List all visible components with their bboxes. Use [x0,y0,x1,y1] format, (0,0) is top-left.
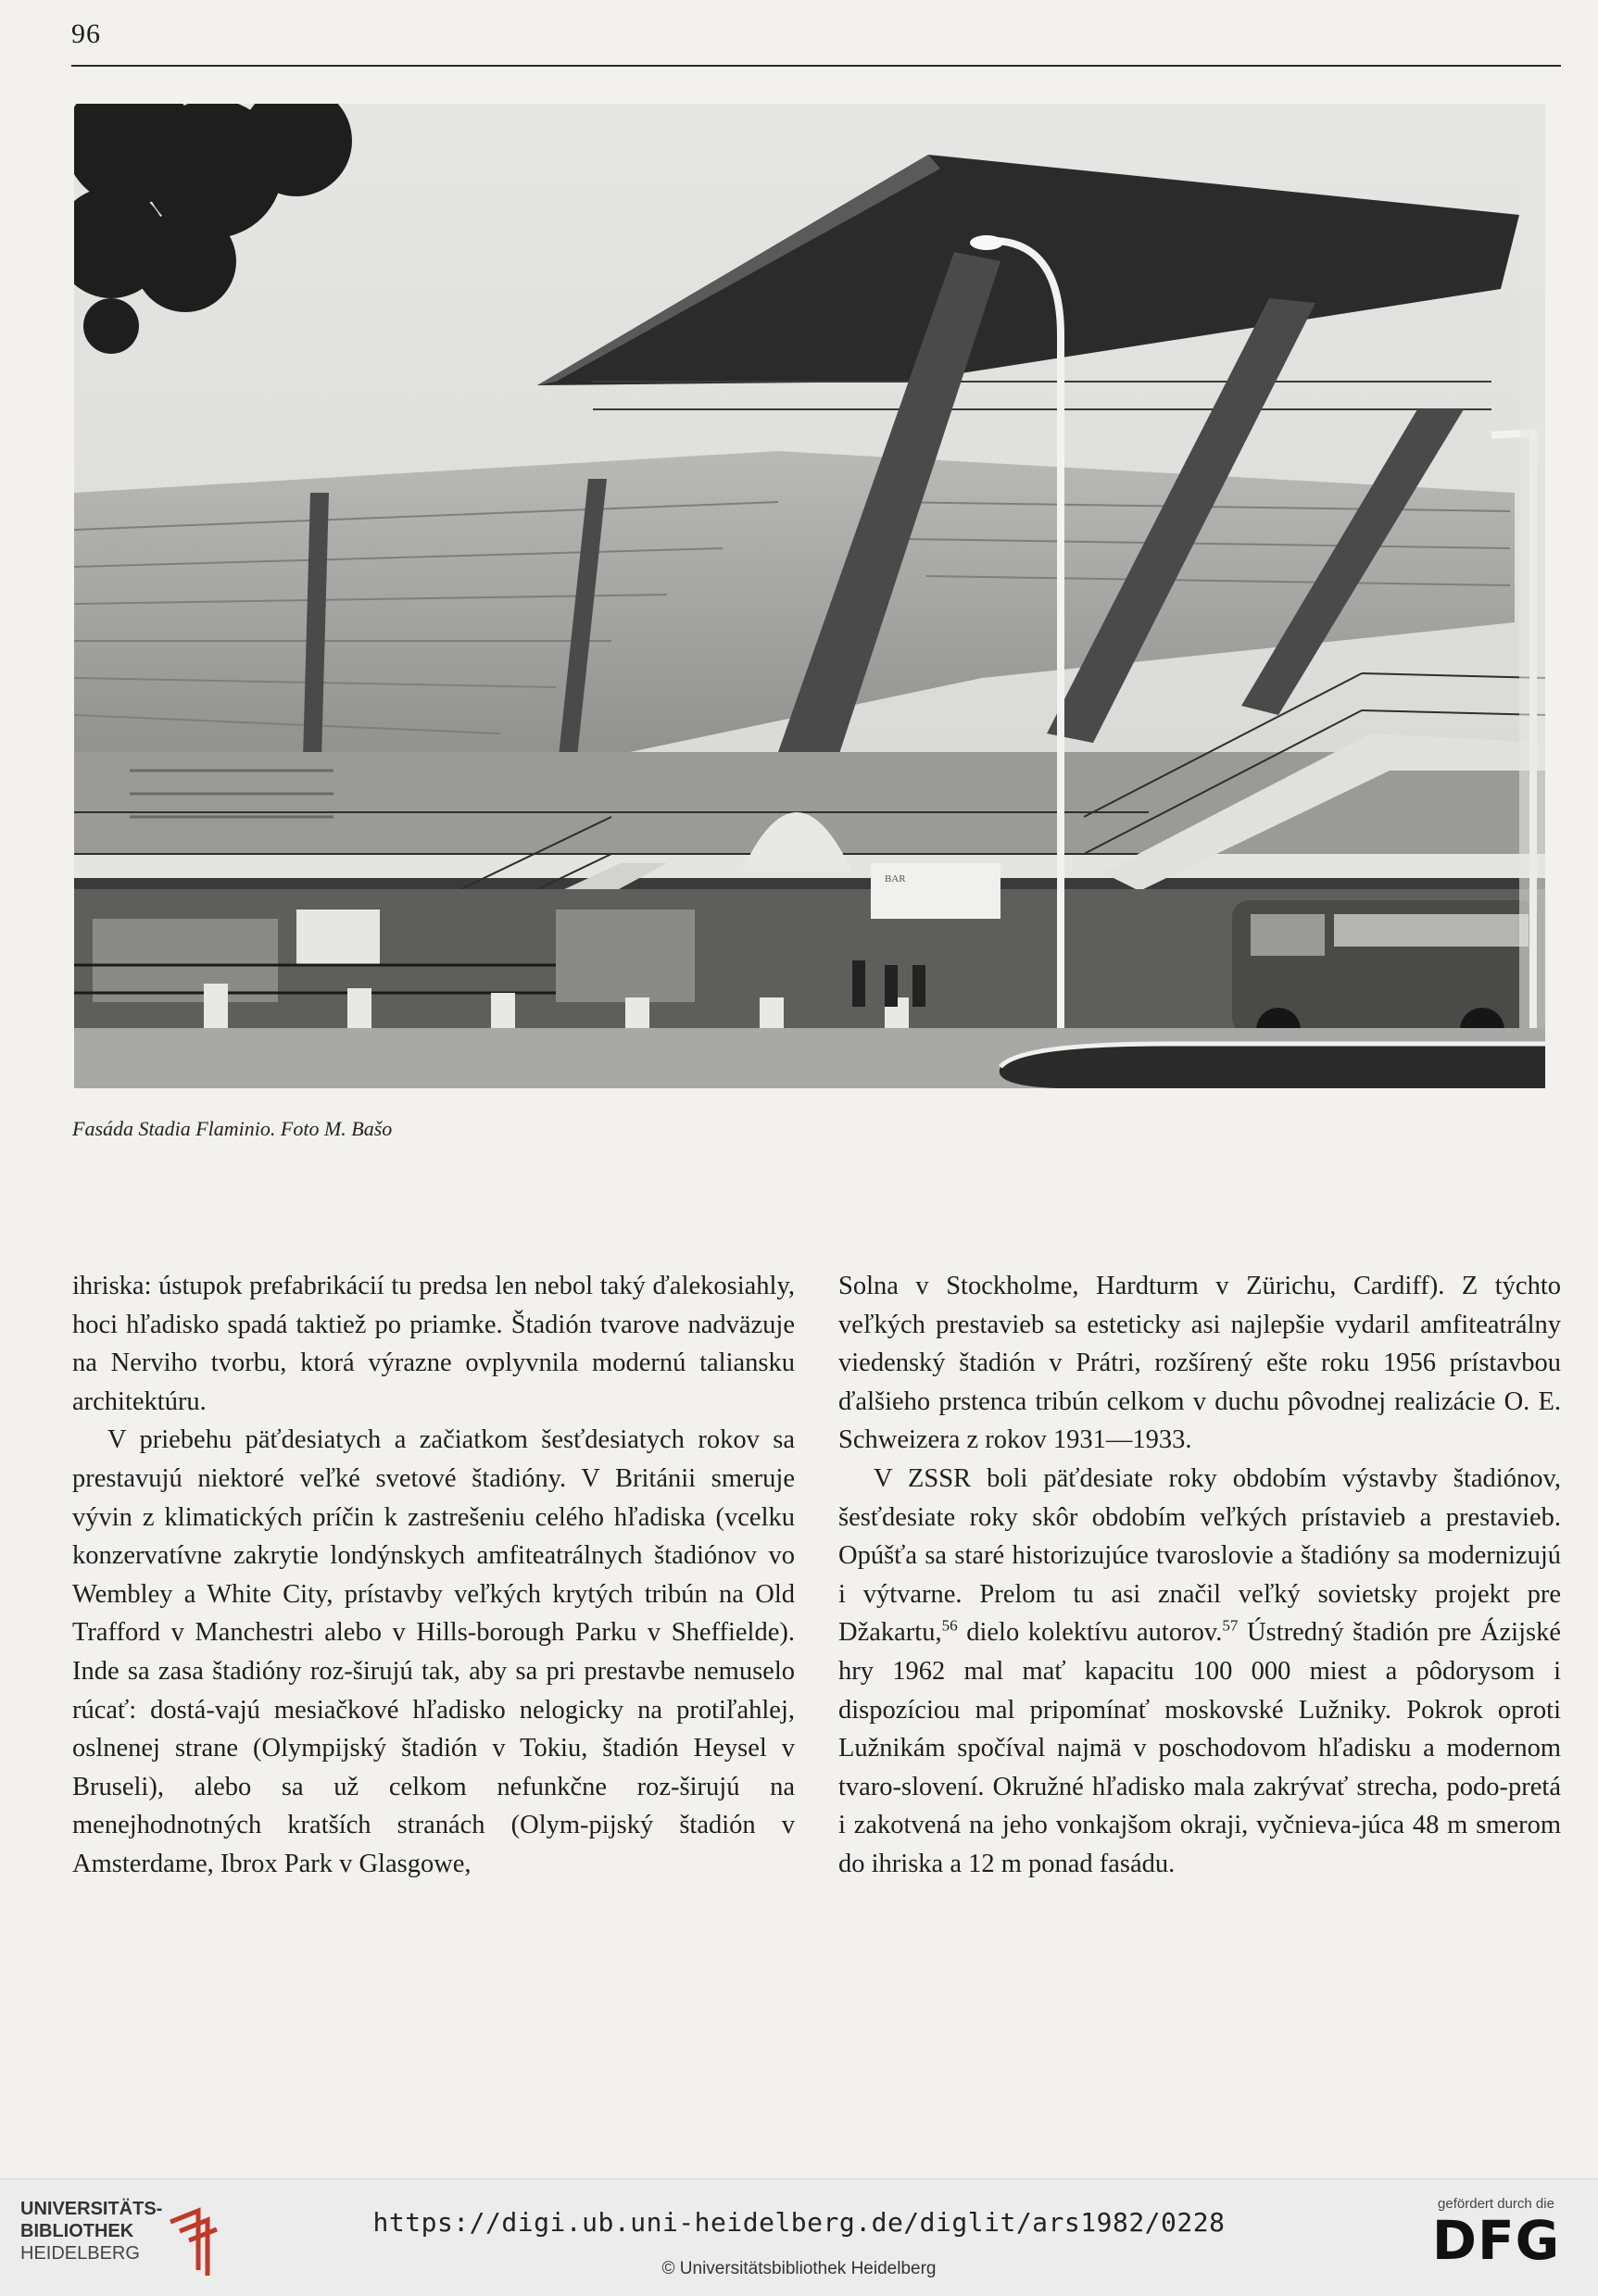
dfg-logo[interactable] [1417,2196,1575,2272]
sign-text: BAR [885,873,906,885]
paragraph: V priebehu päťdesiatych a začiatkom šesťdesiatych rokov sa prestavujú niektoré veľké svetové štadióny. V Británii smeruje vývin z klimatických príčin k zastrešeniu celého hľadiska (vcelku konzervatívne zakrytie londýnskych amfiteatrálnych štadiónov vo Wembley a White City, prístavby veľkých krytých tribún na Old Trafford v Manchestri alebo v Hills-borough Parku v Sheffielde). Inde sa zasa štadióny roz-širujú tak, aby sa pri prestavbe nemuselo rúcať: dostá-vajú mesiačkové hľadisko nelogicky na protiľahlej, oslnenej strane (Olympijský štadión v Tokiu, štadión Heysel v Bruseli), alebo sa už celkom nefunkčne roz-širujú na menejhodnotných kratších stranách (Olym-pijský štadión v Amsterdame, Ibrox Park v Glasgowe, [72,1425,795,1878]
source-url-link[interactable]: https://digi.ub.uni-heidelberg.de/diglit/ars1982/0228 [372,2207,1226,2238]
library-name-line3: HEIDELBERG [20,2243,140,2264]
photo-caption: Fasáda Stadia Flaminio. Foto M. Bašo [72,1117,393,1140]
funding-label: gefördert durch die [1438,2196,1554,2212]
footnote-ref[interactable]: 56 [941,1616,958,1635]
footer-bar [0,2178,1598,2296]
library-name-line2: BIBLIOTHEK [20,2221,134,2241]
paragraph [838,1460,1561,1884]
dfg-wordmark: DFG [1431,2209,1561,2272]
text-run: dielo kolektívu autorov. [957,1618,1223,1648]
text-run: Ústredný štadión pre Ázijské hry 1962 mal mať kapacitu 100 000 miest a pôdorysom i dispozíciou mal pripomínať moskovské Lužniky. Pokrok oproti Lužnikám spočíval najmä v poschodovom hľadisku a modernom tvaro-slovení. Okružné hľadisko mala zakrývať strecha, podo-pretá i zakotvená na jeho vonkajšom okraji, vyčnieva-júca 48 m smerom do ihriska a 12 m ponad fasádu. [838,1618,1561,1878]
paragraph: ihriska: ústupok prefabrikácií tu predsa len nebol taký ďalekosiahly, hoci hľadisko spadá taktiež po priamke. Štadión tvarove nadväzuje na Nerviho tvorbu, ktorá výrazne ovplyvnila modernú taliansku architektúru. [72,1272,795,1416]
text-run: V ZSSR boli päťdesiate roky obdobím výstavby štadiónov, šesťdesiate roky skôr obdobím veľkých prístavieb a prestavieb. Opúšťa sa staré historizujúce tvaroslovie a štadióny sa modernizujú i výtvarne. Prelom tu asi značil veľký sovietsky projekt pre Džakartu, [838,1463,1561,1648]
footnote-ref[interactable]: 57 [1222,1616,1239,1635]
text-column-right [838,1267,1561,1884]
page-number: 96 [71,19,101,49]
paragraph: Solna v Stockholme, Hardturm v Zürichu, Cardiff). Z týchto veľkých prestavieb sa esteticky asi najlepšie vydaril amfiteatrálny viedenský štadión v Prátri, rozšírený ešte roku 1956 prístavbou ďalšieho prstenca tribún celkom v duchu pôvodnej realizácie O. E. Schweizera z rokov 1931—1933. [838,1272,1561,1455]
library-name-line1: UNIVERSITÄTS- [20,2199,163,2219]
stadium-photo [74,104,1545,1088]
header-rule [71,65,1561,67]
copyright-notice: © Universitätsbibliothek Heidelberg [661,2259,937,2278]
text-column-left [72,1267,795,1884]
